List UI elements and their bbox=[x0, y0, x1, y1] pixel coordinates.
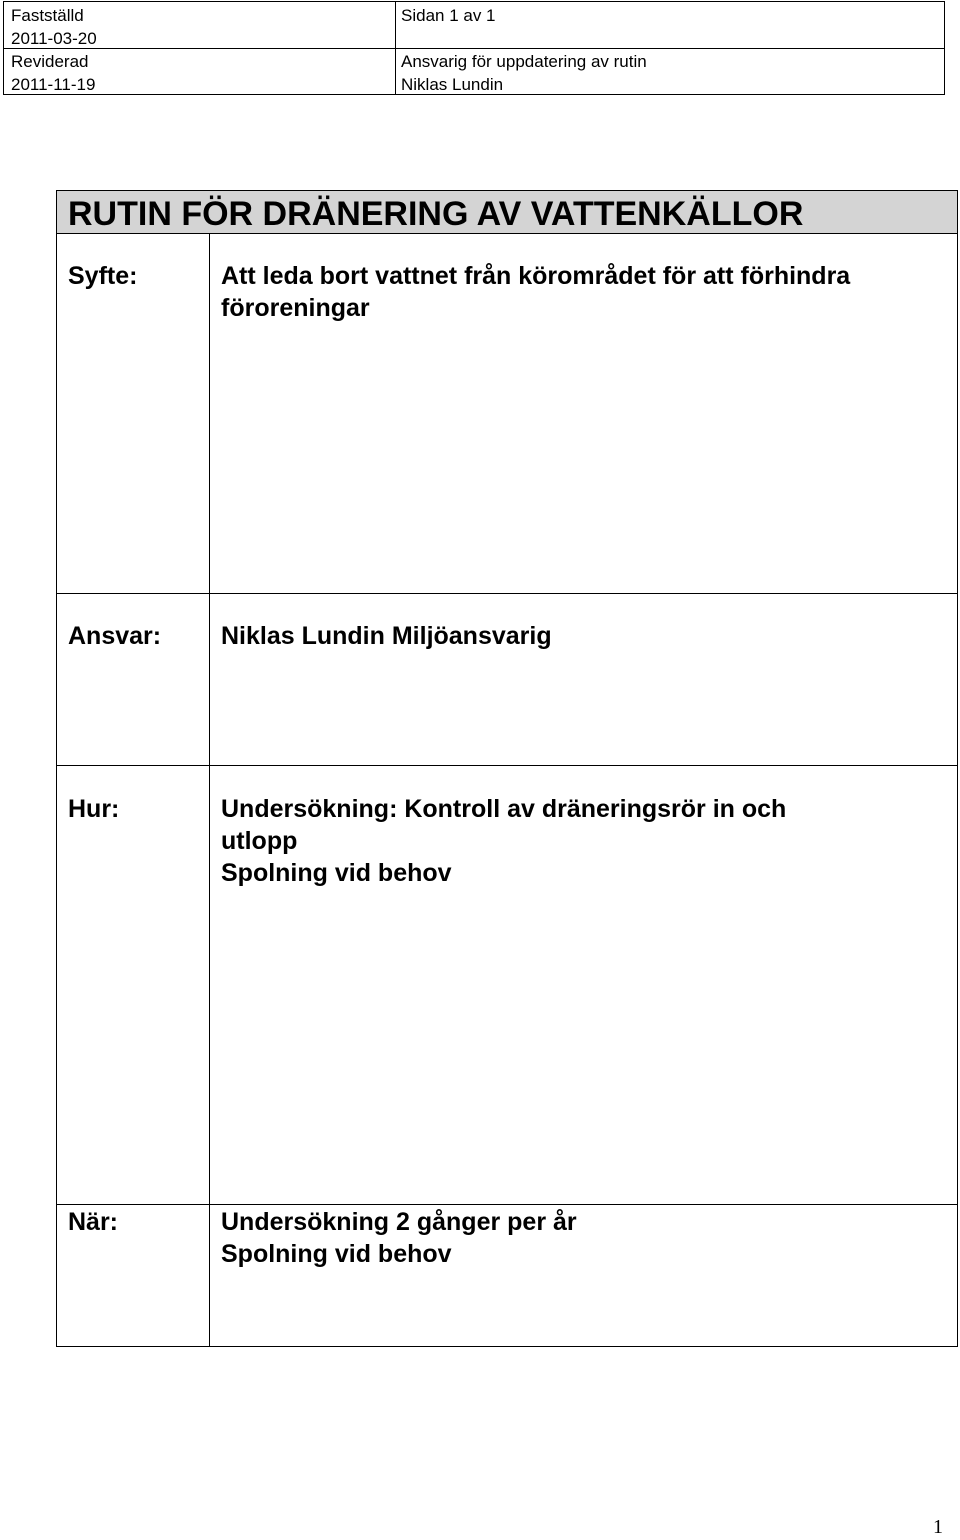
responsibility-label: Ansvar: bbox=[68, 622, 162, 650]
how-line: Undersökning: Kontroll av dräneringsrör in och bbox=[221, 795, 787, 823]
page-number: 1 bbox=[933, 1516, 943, 1538]
purpose-value bbox=[221, 260, 850, 324]
routine-column-divider bbox=[209, 233, 210, 1346]
responsible-name: Niklas Lundin bbox=[401, 75, 504, 94]
when-value bbox=[221, 1206, 577, 1270]
how-value bbox=[221, 793, 786, 889]
header-page-cell bbox=[401, 4, 496, 27]
routine-row-divider bbox=[57, 1204, 957, 1205]
routine-row-divider bbox=[57, 593, 957, 594]
document-header bbox=[3, 1, 945, 95]
routine-table bbox=[56, 190, 958, 1347]
approved-date: 2011-03-20 bbox=[11, 29, 97, 48]
how-label: Hur: bbox=[68, 795, 120, 823]
purpose-line: Att leda bort vattnet från körområdet för att förhindra bbox=[221, 262, 851, 290]
purpose-label: Syfte: bbox=[68, 262, 138, 290]
responsible-label: Ansvarig för uppdatering av rutin bbox=[401, 52, 647, 71]
when-label: När: bbox=[68, 1208, 119, 1236]
routine-title-bar bbox=[57, 191, 957, 234]
routine-row-divider bbox=[57, 765, 957, 766]
header-row-divider bbox=[4, 48, 944, 49]
when-line: Undersökning 2 gånger per år bbox=[221, 1208, 577, 1236]
responsibility-line: Niklas Lundin Miljöansvarig bbox=[221, 622, 552, 650]
purpose-line: föroreningar bbox=[221, 294, 370, 322]
responsibility-value bbox=[221, 620, 552, 652]
page-info: Sidan 1 av 1 bbox=[401, 6, 496, 25]
header-revised-cell bbox=[11, 50, 95, 96]
approved-label: Fastställd bbox=[11, 6, 84, 25]
header-approved-cell bbox=[11, 4, 97, 50]
how-line: Spolning vid behov bbox=[221, 859, 452, 887]
revised-label: Reviderad bbox=[11, 52, 89, 71]
routine-title: RUTIN FÖR DRÄNERING AV VATTENKÄLLOR bbox=[68, 195, 804, 233]
revised-date: 2011-11-19 bbox=[11, 75, 96, 94]
how-line: utlopp bbox=[221, 827, 298, 855]
header-responsible-cell bbox=[401, 50, 647, 96]
when-line: Spolning vid behov bbox=[221, 1240, 452, 1268]
